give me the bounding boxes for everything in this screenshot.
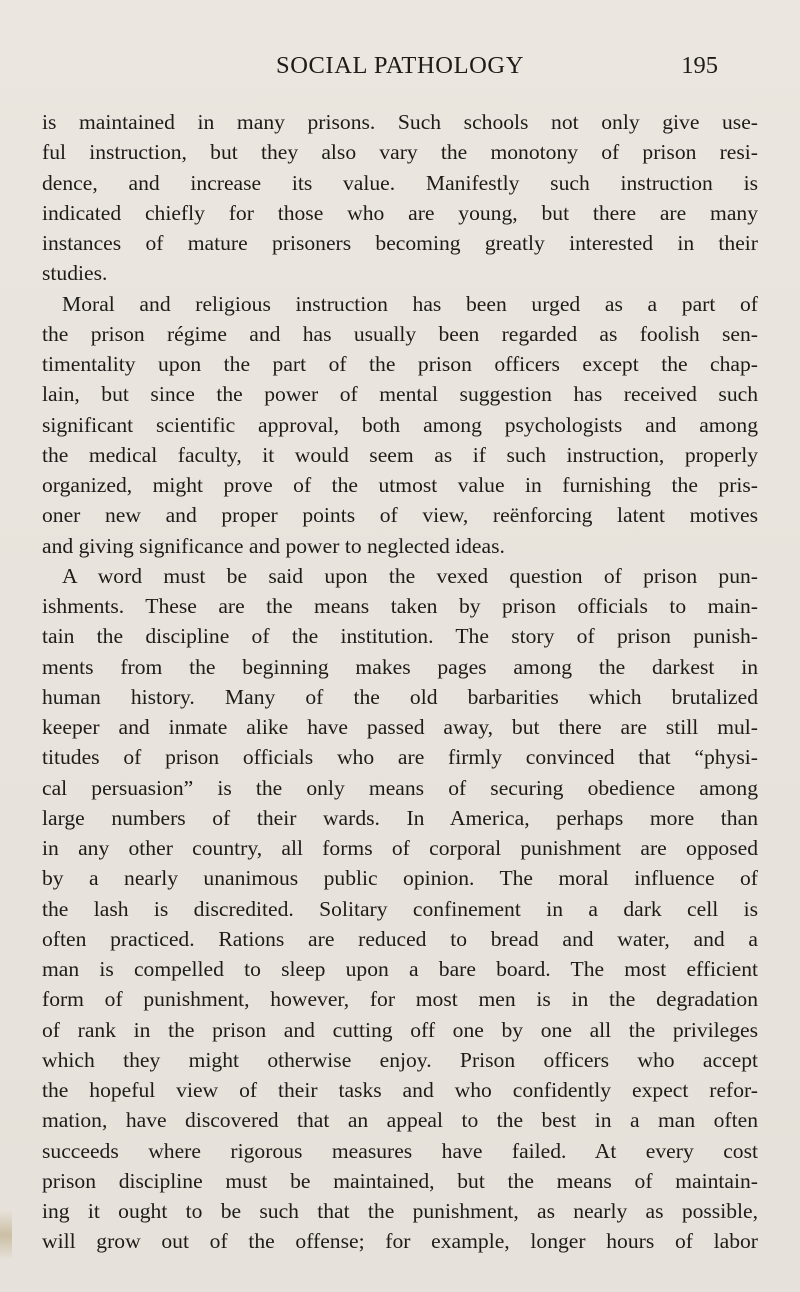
- text-line: human history. Many of the old barbarities which brutalized: [42, 684, 758, 709]
- text-line: the medical faculty, it would seem as if such instruction, properly: [42, 442, 758, 467]
- text-line: titudes of prison officials who are firmly convinced that “physi-: [42, 745, 758, 770]
- text-line: indicated chiefly for those who are young, but there are many: [42, 200, 758, 225]
- text-line: keeper and inmate alike have passed away, but there are still mul-: [42, 715, 758, 739]
- text-line: succeeds where rigorous measures have failed. At every cost: [42, 1138, 758, 1163]
- text-line: often practiced. Rations are reduced to bread and water, and a: [42, 926, 758, 951]
- page-number: 195: [681, 52, 718, 79]
- text-line: tain the discipline of the institution. The story of prison punish-: [42, 624, 758, 649]
- text-line: ful instruction, but they also vary the monotony of prison resi-: [42, 140, 758, 165]
- text-line: lain, but since the power of mental suggestion has received such: [42, 382, 758, 407]
- text-line: ing it ought to be such that the punishment, as nearly as possible,: [42, 1199, 758, 1223]
- text-line: mation, have discovered that an appeal to the best in a man often: [42, 1108, 758, 1133]
- text-line: by a nearly unanimous public opinion. The moral influence of: [42, 866, 758, 891]
- text-line: ments from the beginning makes pages among the darkest in: [42, 654, 758, 679]
- paragraph-start: Moral and religious instruction has been urged as a part of: [62, 291, 758, 316]
- text-line: is maintained in many prisons. Such schools not only give use-: [42, 110, 758, 134]
- text-line: of rank in the prison and cutting off one by one all the privileges: [42, 1017, 758, 1042]
- text-line: large numbers of their wards. In America, perhaps more than: [42, 805, 758, 830]
- text-line: the hopeful view of their tasks and who confidently expect refor-: [42, 1078, 758, 1102]
- text-line: form of punishment, however, for most men is in the degradation: [42, 987, 758, 1012]
- text-line: the lash is discredited. Solitary confinement in a dark cell is: [42, 896, 758, 921]
- text-line: in any other country, all forms of corporal punishment are opposed: [42, 836, 758, 860]
- text-line: the prison régime and has usually been regarded as foolish sen-: [42, 321, 758, 346]
- text-line: and giving significance and power to neglected ideas.: [42, 533, 505, 558]
- text-line: timentality upon the part of the prison officers except the chap-: [42, 352, 758, 376]
- page-smudge: [0, 1210, 12, 1260]
- text-line: organized, might prove of the utmost value in furnishing the pris-: [42, 473, 758, 497]
- text-line: which they might otherwise enjoy. Prison officers who accept: [42, 1047, 758, 1072]
- text-line: studies.: [42, 261, 108, 286]
- text-line: man is compelled to sleep upon a bare board. The most efficient: [42, 957, 758, 981]
- running-head: [0, 50, 800, 82]
- text-line: significant scientific approval, both among psychologists and among: [42, 412, 758, 437]
- body-text: [42, 107, 758, 1257]
- text-line: will grow out of the offense; for example, longer hours of labor: [42, 1229, 758, 1254]
- text-line: cal persuasion” is the only means of securing obedience among: [42, 775, 758, 800]
- running-title: SOCIAL PATHOLOGY: [275, 52, 525, 79]
- text-line: oner new and proper points of view, reënforcing latent motives: [42, 503, 758, 528]
- paragraph-start: A word must be said upon the vexed question of prison pun-: [62, 563, 758, 588]
- text-line: ishments. These are the means taken by prison officials to main-: [42, 594, 758, 618]
- text-line: prison discipline must be maintained, but the means of maintain-: [42, 1168, 758, 1193]
- text-line: instances of mature prisoners becoming greatly interested in their: [42, 231, 758, 255]
- text-line: dence, and increase its value. Manifestly such instruction is: [42, 170, 758, 195]
